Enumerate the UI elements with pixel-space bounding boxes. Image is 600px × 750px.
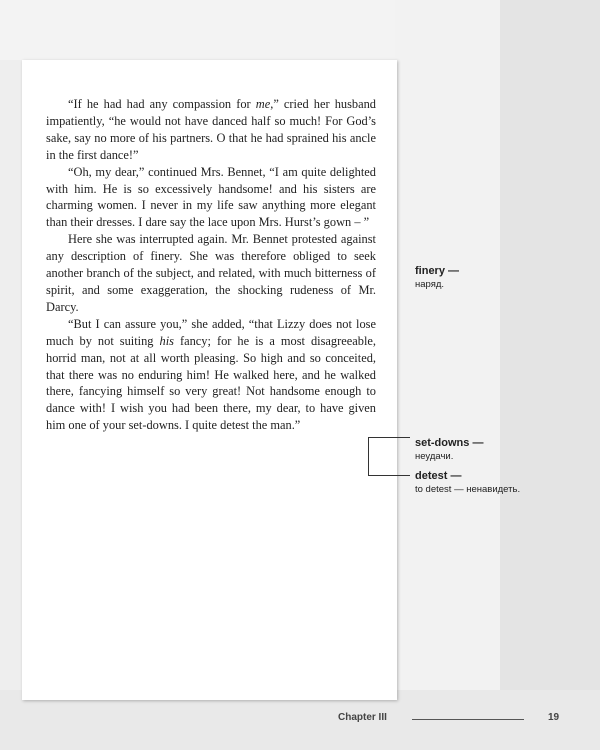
footer-rule — [412, 719, 524, 720]
gloss-set-downs-definition: неудачи. — [415, 451, 454, 462]
gloss-detest — [415, 469, 520, 496]
paragraph — [46, 231, 376, 316]
page-number: 19 — [548, 712, 560, 723]
gloss-detest-term: detest — — [415, 470, 462, 482]
paragraph — [46, 164, 376, 232]
main-text — [46, 96, 376, 434]
emphasis-text: me — [255, 97, 271, 111]
page-footer — [0, 712, 600, 732]
scan-background-fold — [500, 0, 600, 750]
gloss-set-downs-term: set-downs — — [415, 437, 484, 449]
chapter-label: Chapter III — [338, 712, 387, 723]
gloss-finery-term: finery — — [415, 265, 460, 277]
paragraph-text: fancy; for he is a most disagreeable, horrid man, not at all worth pleasing. So high and so conceited, that there was no enduring him! He walked here, and he walked there, fancying himself so very great! Not handsome enough to dance with! I wish you had been there, my dear, to have given him one of your set-downs. I quite detest the man.” — [46, 333, 376, 433]
gloss-set-downs — [415, 436, 483, 463]
paragraph-text: Here she was interrupted again. Mr. Bennet protested against any description of finery. She was therefore obliged to seek another branch of the subject, and related, with much bitterness of spirit, and some exaggeration, the shocking rudeness of Mr. Darcy. — [46, 232, 376, 314]
gloss-finery — [415, 264, 459, 291]
paragraph-text: “Oh, my dear,” continued Mrs. Bennet, “I am quite delighted with him. He is so excessively handsome! and his sisters are charming women. I never in my life saw anything more elegant than their dresses. I dare say the lace upon Mrs. Hurst’s gown – ” — [46, 164, 376, 230]
paragraph — [46, 316, 376, 434]
paragraph-text: “But I can assure you,” she added, “that Lizzy does not lose much by not suiting — [46, 316, 376, 348]
emphasis-text: his — [159, 333, 174, 348]
connector-line-detest — [368, 475, 410, 476]
connector-line-set-downs — [368, 437, 410, 438]
gloss-finery-definition: наряд. — [415, 279, 445, 290]
paragraph — [46, 96, 376, 164]
paragraph-text: “If he had had any compassion for — [68, 97, 256, 111]
gloss-detest-definition: to detest — ненавидеть. — [415, 484, 521, 495]
connector-line-vertical — [368, 437, 369, 475]
paragraph-text: ,” cried her husband impatiently, “he would not have danced half so much! For God’s sake, say no more of his partners. O that he had sprained his ancle in the first dance!” — [46, 97, 376, 162]
